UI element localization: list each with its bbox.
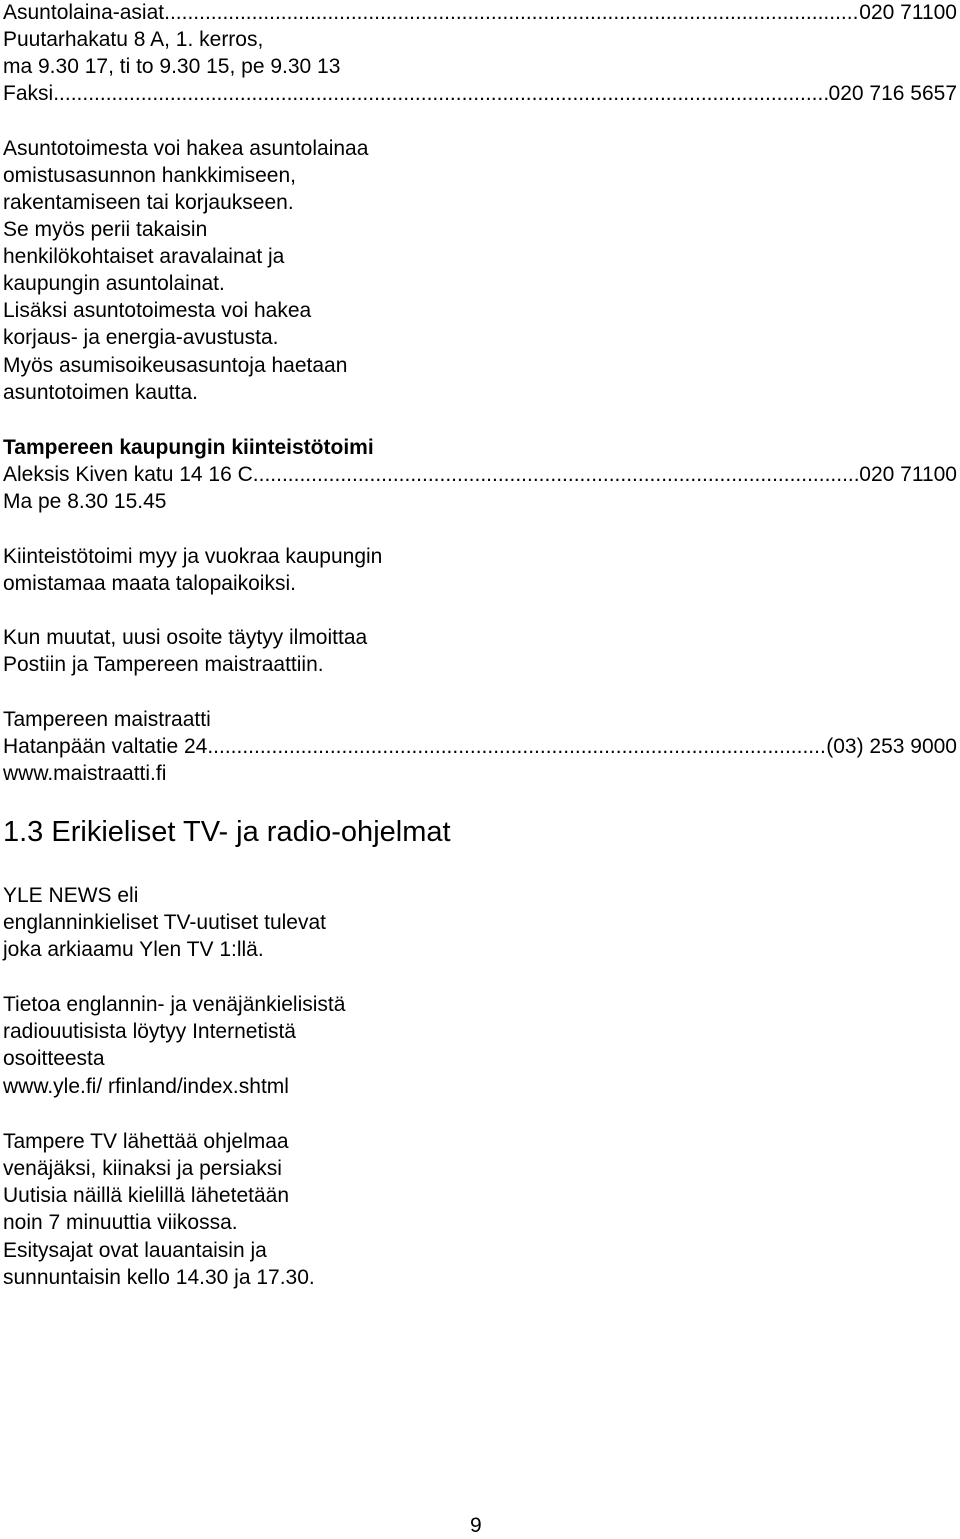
loan-phone-row [3, 0, 957, 26]
real-estate-address: Aleksis Kiven katu 14 16 C [3, 463, 253, 486]
radio-news-line: Tietoa englannin- ja venäjänkielisistä [3, 993, 346, 1016]
radio-news-url: www.yle.fi/ rfinland/index.shtml [3, 1075, 289, 1098]
housing-description-line: omistusasunnon hankkimiseen, [3, 164, 296, 187]
move-notice-line: Kun muutat, uusi osoite täytyy ilmoittaa [3, 626, 368, 649]
dot-leader [53, 80, 828, 107]
tampere-tv-line: Esitysajat ovat lauantaisin ja [3, 1239, 267, 1262]
tampere-tv-line: Uutisia näillä kielillä lähetetään [3, 1184, 290, 1207]
move-notice-line: Postiin ja Tampereen maistraattiin. [3, 653, 324, 676]
loan-phone-label: Asuntolaina-asiat [3, 1, 165, 24]
housing-description-line: korjaus- ja energia-avustusta. [3, 326, 279, 349]
fax-row [3, 80, 957, 107]
housing-description-line: Asuntotoimesta voi hakea asuntolainaa [3, 137, 369, 160]
dot-leader [207, 733, 826, 760]
yle-news-line: englanninkieliset TV-uutiset tulevat [3, 911, 326, 934]
maistraatti-phone: (03) 253 9000 [826, 735, 957, 758]
dot-leader [164, 0, 859, 26]
housing-description-line: Myös asumisoikeusasuntoja haetaan [3, 354, 348, 377]
fax-label: Faksi [3, 82, 54, 105]
tampere-tv-line: Tampere TV lähettää ohjelmaa [3, 1130, 289, 1153]
housing-description-line: henkilökohtaiset aravalainat ja [3, 245, 285, 268]
dot-leader [253, 461, 859, 488]
housing-description-line: Se myös perii takaisin [3, 218, 208, 241]
housing-description-line: asuntotoimen kautta. [3, 381, 198, 404]
tampere-tv-line: noin 7 minuuttia viikossa. [3, 1211, 238, 1234]
real-estate-hours: Ma pe 8.30 15.45 [3, 490, 167, 513]
loan-phone-number: 020 71100 [859, 1, 957, 24]
housing-description-line: Lisäksi asuntotoimesta voi hakea [3, 299, 312, 322]
housing-description-line: rakentamiseen tai korjaukseen. [3, 191, 294, 214]
fax-number: 020 716 5657 [828, 82, 957, 105]
radio-news-line: radiouutisista löytyy Internetistä [3, 1020, 296, 1043]
housing-office-address: Puutarhakatu 8 A, 1. kerros, [3, 28, 264, 51]
housing-description-line: kaupungin asuntolainat. [3, 272, 225, 295]
maistraatti-website: www.maistraatti.fi [3, 762, 167, 785]
real-estate-phone: 020 71100 [859, 463, 957, 486]
real-estate-address-row [3, 461, 957, 488]
real-estate-office-title: Tampereen kaupungin kiinteistötoimi [3, 436, 374, 459]
yle-news-line: YLE NEWS eli [3, 884, 139, 907]
maistraatti-address: Hatanpään valtatie 24 [3, 735, 208, 758]
maistraatti-address-row [3, 733, 957, 760]
tampere-tv-line: sunnuntaisin kello 14.30 ja 17.30. [3, 1266, 315, 1289]
maistraatti-title: Tampereen maistraatti [3, 708, 211, 731]
radio-news-line: osoitteesta [3, 1047, 105, 1070]
page-number: 9 [470, 1514, 482, 1537]
real-estate-description-line: omistamaa maata talopaikoiksi. [3, 572, 296, 595]
section-heading: 1.3 Erikieliset TV- ja radio-ohjelmat [3, 816, 451, 848]
tampere-tv-line: venäjäksi, kiinaksi ja persiaksi [3, 1157, 282, 1180]
housing-office-hours: ma 9.30 17, ti to 9.30 15, pe 9.30 13 [3, 55, 341, 78]
yle-news-line: joka arkiaamu Ylen TV 1:llä. [3, 938, 264, 961]
real-estate-description-line: Kiinteistötoimi myy ja vuokraa kaupungin [3, 545, 383, 568]
